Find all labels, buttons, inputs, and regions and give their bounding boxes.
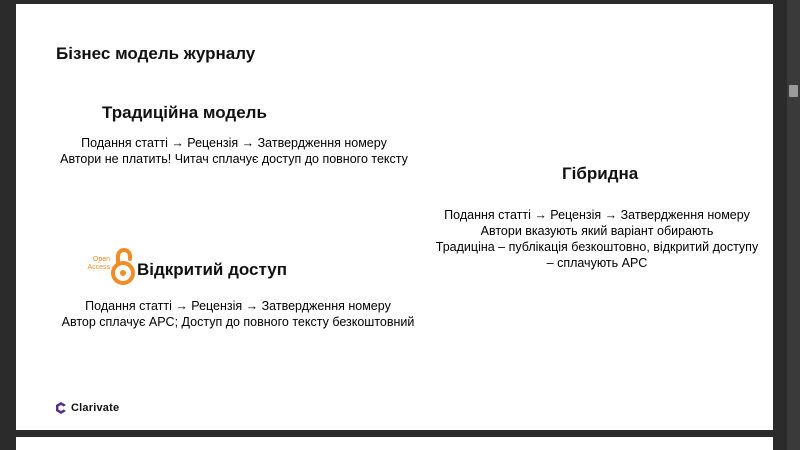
hybrid-heading: Гібридна (562, 164, 639, 183)
hybrid-line-2: Автори вказують який варіант обирають (480, 224, 714, 238)
slide-title: Бізнес модель журналу (56, 44, 256, 63)
open-access-description (33, 298, 443, 330)
open-access-line-1: Подання статті → Рецензія → Затвердження номеру (85, 299, 391, 313)
clarivate-logo-icon (55, 402, 67, 414)
traditional-heading: Традиційна модель (102, 103, 267, 122)
open-access-line-2: Автор сплачує APC; Доступ до повного тексту безкоштовний (61, 315, 415, 329)
traditional-line-2: Автори не платить! Читач сплачує доступ до повного тексту (60, 152, 408, 166)
next-slide-preview (16, 437, 773, 450)
scrollbar-thumb[interactable] (789, 85, 798, 97)
hybrid-line-1: Подання статті → Рецензія → Затвердження номеру (444, 208, 750, 222)
vertical-scrollbar[interactable] (787, 0, 800, 450)
slide (16, 4, 773, 430)
hybrid-line-3: Традиціна – публікація безкоштовно, відкритий доступу (435, 240, 759, 254)
clarivate-wordmark: Clarivate (71, 402, 120, 414)
hybrid-description (412, 207, 782, 271)
traditional-description (34, 135, 434, 167)
open-access-logo-text: Open Access (87, 256, 110, 271)
clarivate-brand (55, 402, 119, 414)
open-access-logo (76, 247, 136, 285)
hybrid-line-4: – сплачують APC (546, 256, 648, 270)
traditional-line-1: Подання статті → Рецензія → Затвердження номеру (81, 136, 387, 150)
open-lock-icon (110, 247, 136, 285)
open-access-heading: Відкритий доступ (137, 260, 287, 279)
